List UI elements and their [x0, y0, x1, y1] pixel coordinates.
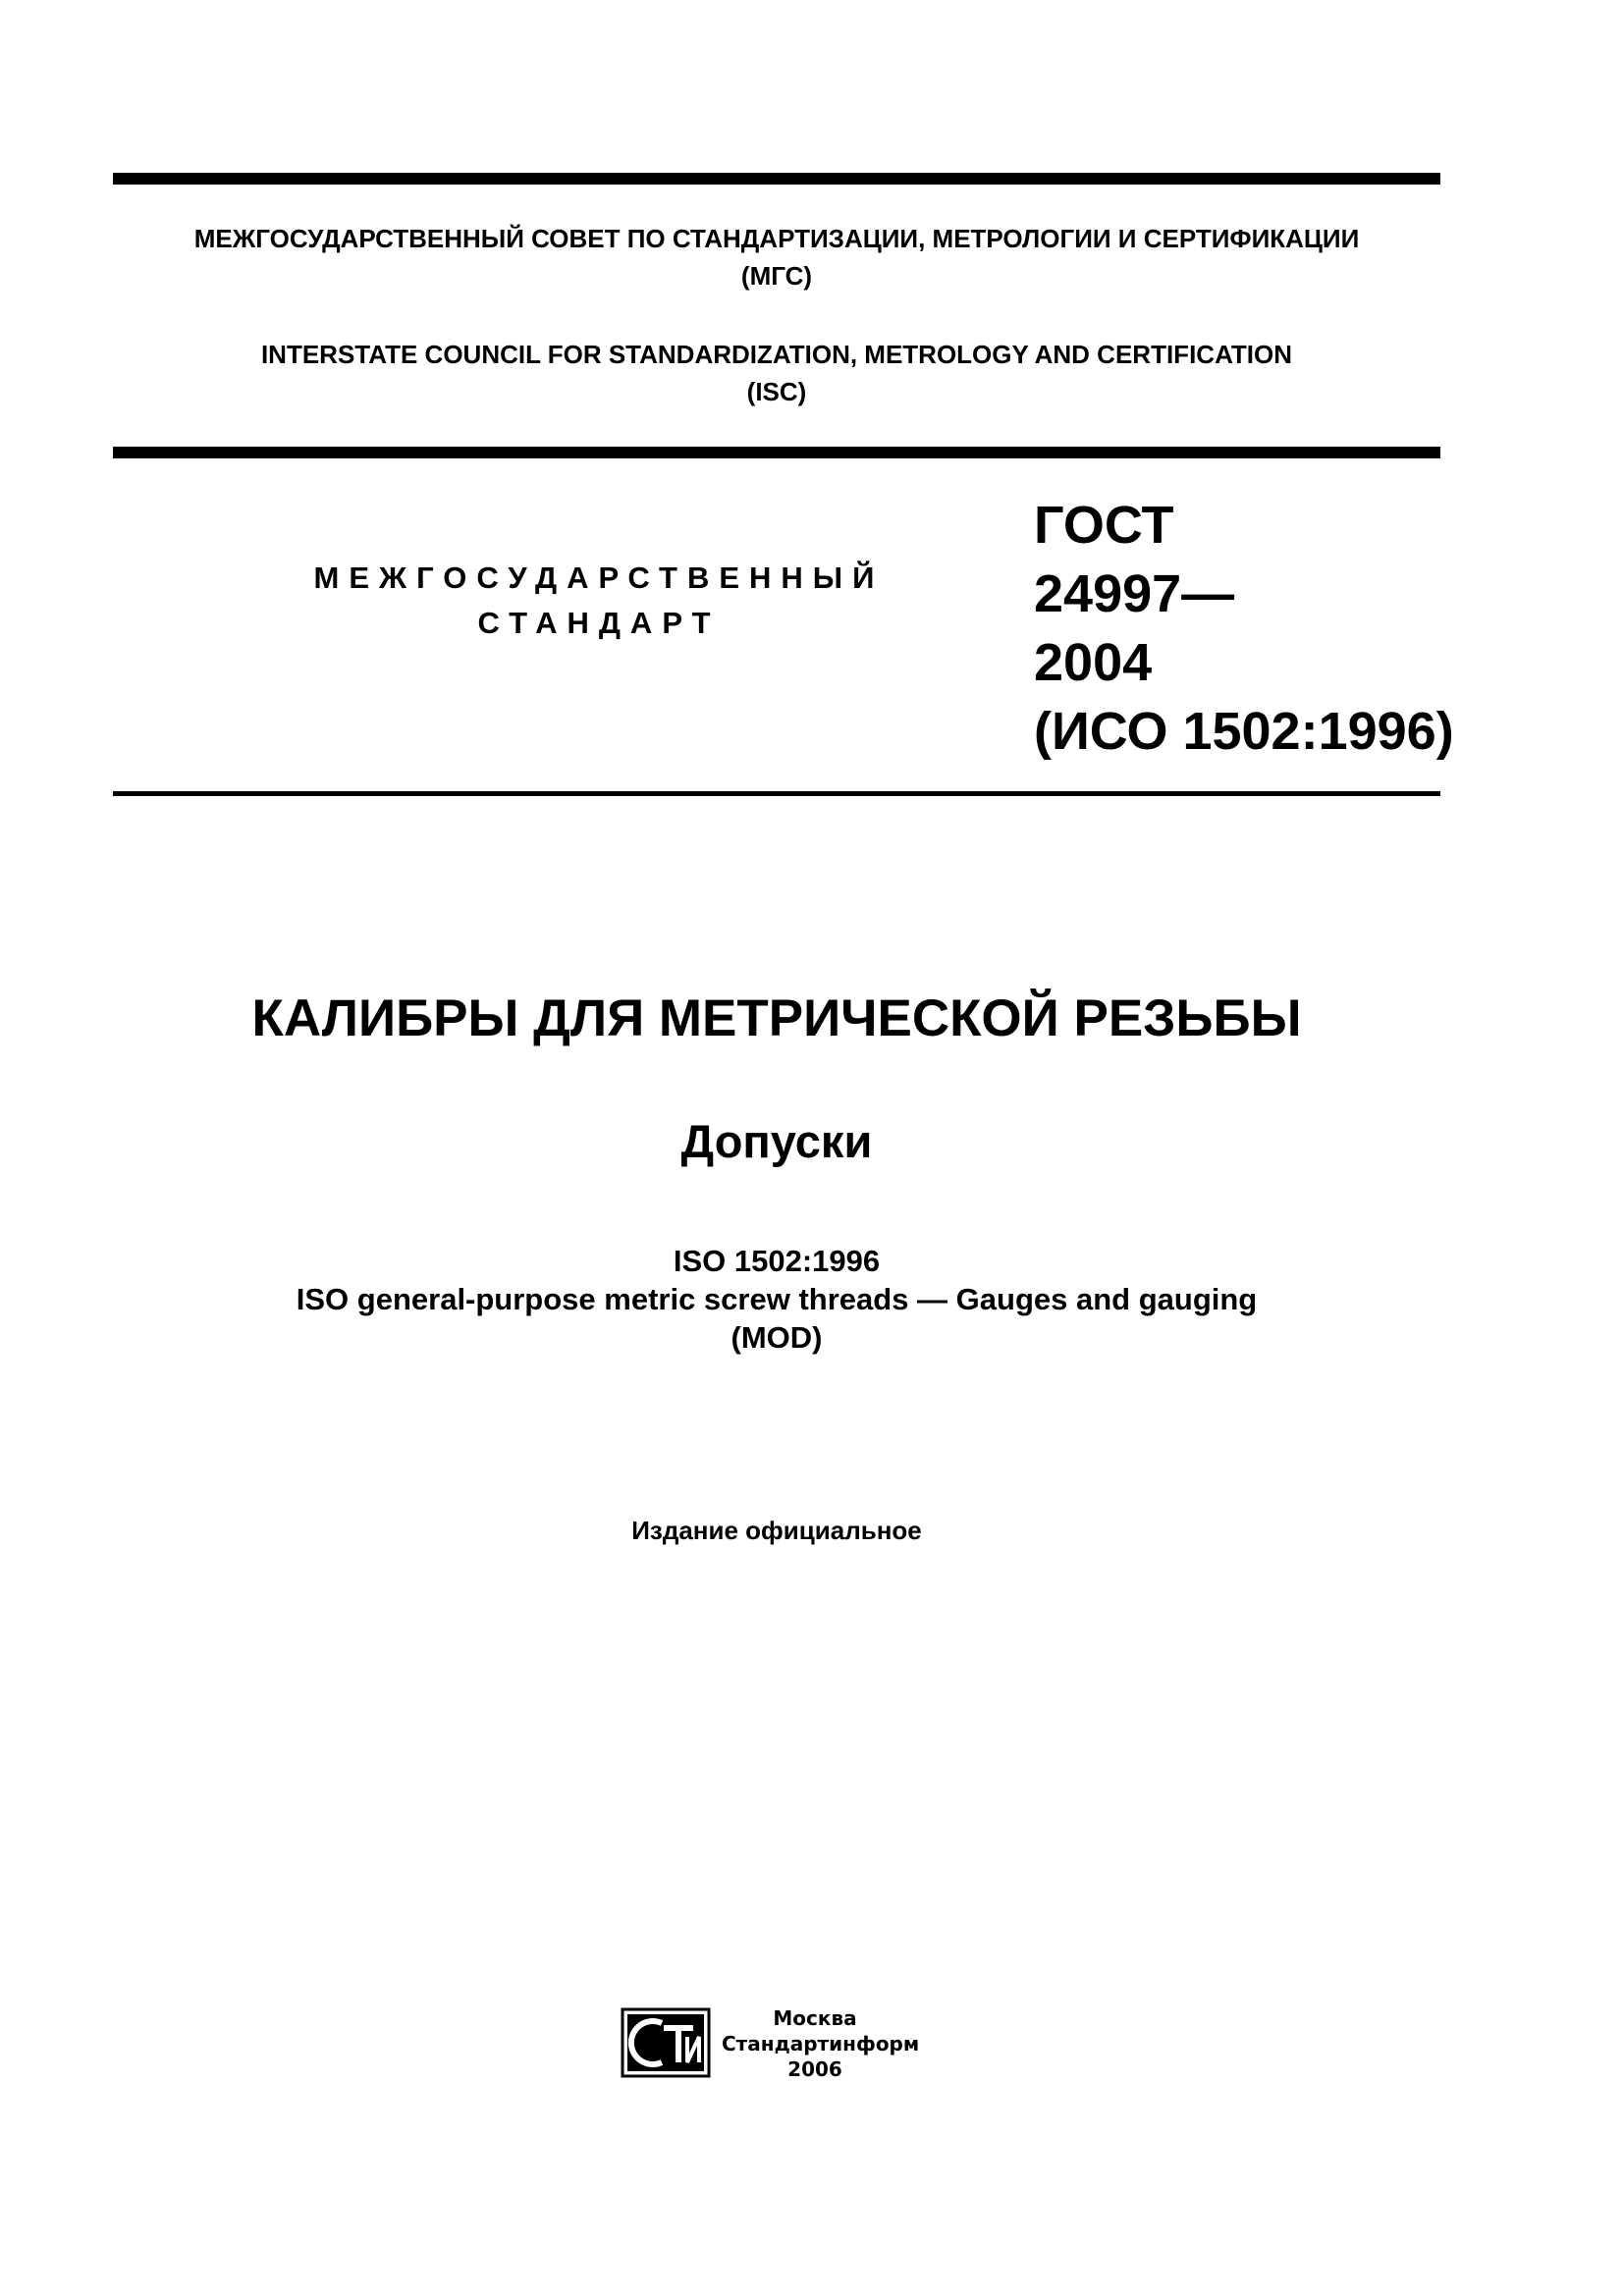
standard-designation [1034, 491, 1454, 766]
council-ru-name: МЕЖГОСУДАРСТВЕННЫЙ СОВЕТ ПО СТАНДАРТИЗАЦИИ, МЕТРОЛОГИИ И СЕРТИФИКАЦИИ [193, 224, 1360, 253]
iso-title: ISO general-purpose metric screw threads — Gauges and gauging [296, 1282, 1258, 1316]
standard-type [275, 556, 923, 646]
document-title: КАЛИБРЫ ДЛЯ МЕТРИЧЕСКОЙ РЕЗЬБЫ [251, 989, 1302, 1047]
council-en-abbr: (ISC) [746, 377, 807, 406]
standard-type-line2: СТАНДАРТ [477, 606, 721, 640]
designation-line3: 2004 [1034, 633, 1153, 692]
edition-note: Издание официальное [631, 1516, 922, 1545]
middle-rule [113, 447, 1440, 458]
publisher-logo-icon [621, 2007, 711, 2078]
council-ru-abbr: (МГС) [740, 261, 813, 291]
publisher-name: Стандартинформ [722, 2032, 920, 2056]
bottom-rule [113, 791, 1440, 796]
publisher-info [722, 2005, 920, 2082]
council-english [113, 336, 1440, 410]
designation-line1: ГОСТ [1034, 496, 1174, 555]
publisher-city: Москва [773, 2006, 857, 2030]
publisher-year: 2006 [787, 2057, 842, 2081]
iso-degree: (MOD) [730, 1320, 823, 1355]
iso-reference [113, 1242, 1440, 1357]
document-subtitle: Допуски [680, 1115, 873, 1167]
iso-number: ISO 1502:1996 [673, 1244, 881, 1278]
council-en-name: INTERSTATE COUNCIL FOR STANDARDIZATION, METROLOGY AND CERTIFICATION [260, 340, 1293, 369]
designation-line2: 24997— [1034, 564, 1235, 623]
designation-line4: (ИСО 1502:1996) [1034, 702, 1454, 761]
top-rule [113, 173, 1440, 185]
standard-type-line1: МЕЖГОСУДАРСТВЕННЫЙ [313, 561, 885, 595]
council-russian [113, 220, 1440, 294]
